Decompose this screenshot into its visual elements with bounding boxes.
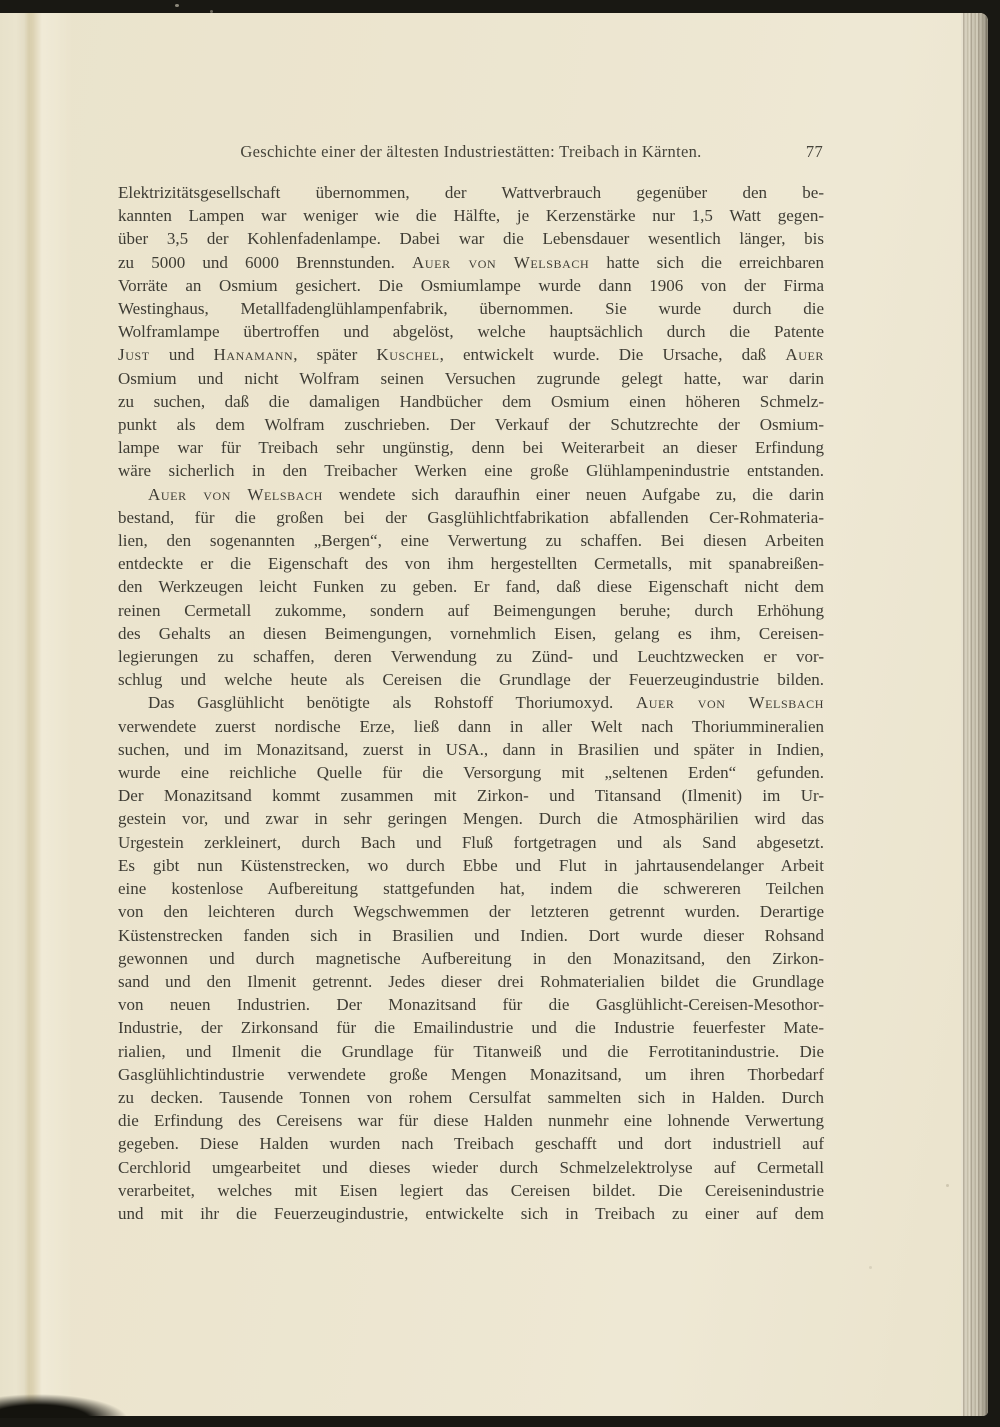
text-line: gegeben. Diese Halden wurden nach Treibach geschafft und dort industriell auf xyxy=(118,1134,824,1154)
text-line: Cerchlorid umgearbeitet und dieses wieder durch Schmelzelektrolyse auf Cermetall xyxy=(118,1157,824,1177)
text-line: den Werkzeugen leicht Funken zu geben. Er fand, daß diese Eigenschaft nicht dem xyxy=(118,577,824,597)
person-name-smallcaps: Auer von Welsbach xyxy=(148,484,323,504)
text-line: Der Monazitsand kommt zusammen mit Zirkon- und Titansand (Ilmenit) im Ur- xyxy=(118,786,824,806)
running-header xyxy=(118,141,824,163)
scan-speck xyxy=(869,1266,872,1269)
person-name-smallcaps: Just xyxy=(118,345,150,365)
paragraph xyxy=(118,483,824,692)
gutter-bottom-shadow xyxy=(0,1386,130,1418)
person-name-smallcaps: Auer von Welsbach xyxy=(412,252,590,272)
person-name-smallcaps: Kuschel xyxy=(376,345,440,365)
text-line: gewonnen und durch magnetische Aufbereitung in den Monazitsand, den Zirkon- xyxy=(118,948,824,968)
text-line: von den leichteren durch Wegschwemmen der letzteren getrennt wurden. Derartige xyxy=(118,902,824,922)
person-name-smallcaps: Hanamann xyxy=(213,345,294,365)
text-line: reinen Cermetall zukomme, sondern auf Beimengungen beruhe; durch Erhöhung xyxy=(118,600,824,620)
text-line: gestein vor, und zwar in sehr geringen Mengen. Durch die Atmosphärilien wird das xyxy=(118,809,824,829)
text-line: verwendete zuerst nordische Erze, ließ dann in aller Welt nach Thoriummineralien xyxy=(118,716,824,736)
text-line: und mit ihr die Feuerzeugindustrie, entwickelte sich in Treibach zu einer auf dem xyxy=(118,1203,824,1223)
running-header-title: Geschichte einer der ältesten Industriestätten: Treibach in Kärnten. xyxy=(240,142,702,161)
text-line: Just und Hanamann, später Kuschel, entwickelt wurde. Die Ursache, daß Auer xyxy=(118,345,824,365)
text-line: sand und den Ilmenit getrennt. Jedes dieser drei Rohmaterialien bildet die Grundlage xyxy=(118,971,824,991)
person-name-smallcaps: Auer von Welsbach xyxy=(635,693,824,713)
body-text xyxy=(118,181,824,1225)
text-line: zu 5000 und 6000 Brennstunden. Auer von Welsbach hatte sich die erreichbaren xyxy=(118,252,824,272)
text-line: wurde eine reichliche Quelle für die Versorgung mit „seltenen Erden“ gefunden. xyxy=(118,763,824,783)
paragraph xyxy=(118,691,824,1225)
book-page xyxy=(0,13,988,1416)
text-line: lampe war für Treibach sehr ungünstig, denn bei Weiterarbeit an dieser Erfindung xyxy=(118,438,824,458)
text-line: lien, den sogenannten „Bergen“, eine Verwertung zu schaffen. Bei diesen Arbeiten xyxy=(118,531,824,551)
text-line: punkt als dem Wolfram zuschrieben. Der Verkauf der Schutzrechte der Osmium- xyxy=(118,415,824,435)
text-line: über 3,5 der Kohlenfadenlampe. Dabei war die Lebensdauer wesentlich länger, bis xyxy=(118,229,824,249)
text-line: eine kostenlose Aufbereitung stattgefunden hat, indem die schwereren Teilchen xyxy=(118,879,824,899)
text-line: des Gehalts an diesen Beimengungen, vornehmlich Eisen, gelang es ihm, Cereisen- xyxy=(118,623,824,643)
text-line: wäre sicherlich in den Treibacher Werken eine große Glühlampenindustrie entstanden. xyxy=(118,461,824,481)
page-content xyxy=(118,141,824,1225)
text-line: Das Gasglühlicht benötigte als Rohstoff Thoriumoxyd. Auer von Welsbach xyxy=(148,693,824,713)
text-line: schlug und welche heute als Cereisen die Grundlage der Feuerzeugindustrie bilden. xyxy=(118,670,824,690)
text-line: kannten Lampen war weniger wie die Hälfte, je Kerzenstärke nur 1,5 Watt gegen- xyxy=(118,206,824,226)
text-line: zu suchen, daß die damaligen Handbücher dem Osmium einen höheren Schmelz- xyxy=(118,391,824,411)
page-number: 77 xyxy=(805,142,823,161)
text-line: Küstenstrecken fanden sich in Brasilien und Indien. Dort wurde dieser Rohsand xyxy=(118,925,824,945)
page-edge-stack xyxy=(961,13,988,1416)
paragraph xyxy=(118,181,824,483)
text-line: verarbeitet, welches mit Eisen legiert das Cereisen bildet. Die Cereisenindustrie xyxy=(118,1180,824,1200)
person-name-smallcaps: Auer xyxy=(785,345,824,365)
text-line: suchen, und im Monazitsand, zuerst in USA., dann in Brasilien und später in Indien, xyxy=(118,739,824,759)
text-line: zu decken. Tausende Tonnen von rohem Cersulfat sammelten sich in Halden. Durch xyxy=(118,1087,824,1107)
text-line: Industrie, der Zirkonsand für die Emailindustrie und die Industrie feuerfester Mate- xyxy=(118,1018,824,1038)
text-line: Elektrizitätsgesellschaft übernommen, der Wattverbrauch gegenüber den be- xyxy=(118,183,824,202)
scan-speck xyxy=(175,4,179,7)
text-line: legierungen zu schaffen, deren Verwendung zu Zünd- und Leuchtzwecken er vor- xyxy=(118,647,824,667)
text-line: Auer von Welsbach wendete sich daraufhin einer neuen Aufgabe zu, die darin xyxy=(148,484,824,504)
text-line: Westinghaus, Metallfadenglühlampenfabrik, übernommen. Sie wurde durch die xyxy=(118,299,824,319)
text-line: entdeckte er die Eigenschaft des von ihm hergestellten Cermetalls, mit spanabreißen- xyxy=(118,554,824,574)
text-line: rialien, und Ilmenit die Grundlage für Titanweiß und die Ferrotitanindustrie. Die xyxy=(118,1041,824,1061)
text-line: Vorräte an Osmium gesichert. Die Osmiumlampe wurde dann 1906 von der Firma xyxy=(118,275,824,295)
text-line: Es gibt nun Küstenstrecken, wo durch Ebbe und Flut in jahrtausendelanger Arbeit xyxy=(118,855,824,875)
text-line: Wolframlampe übertroffen und abgelöst, welche hauptsächlich durch die Patente xyxy=(118,322,824,342)
gutter-shadow xyxy=(0,13,72,1416)
text-line: Gasglühlichtindustrie verwendete große Mengen Monazitsand, um ihren Thorbedarf xyxy=(118,1064,824,1084)
text-line: Osmium und nicht Wolfram seinen Versuchen zugrunde gelegt hatte, war darin xyxy=(118,368,824,388)
scan-speck xyxy=(946,1184,949,1187)
text-line: die Erfindung des Cereisens war für diese Halden nunmehr eine lohnende Verwertung xyxy=(118,1111,824,1131)
text-line: bestand, für die großen bei der Gasglühlichtfabrikation abfallenden Cer-Rohmateria- xyxy=(118,507,824,527)
text-line: Urgestein zerkleinert, durch Bach und Fluß fortgetragen und als Sand abgesetzt. xyxy=(118,832,824,852)
text-line: von neuen Industrien. Der Monazitsand für die Gasglühlicht-Cereisen-Mesothor- xyxy=(118,995,824,1015)
